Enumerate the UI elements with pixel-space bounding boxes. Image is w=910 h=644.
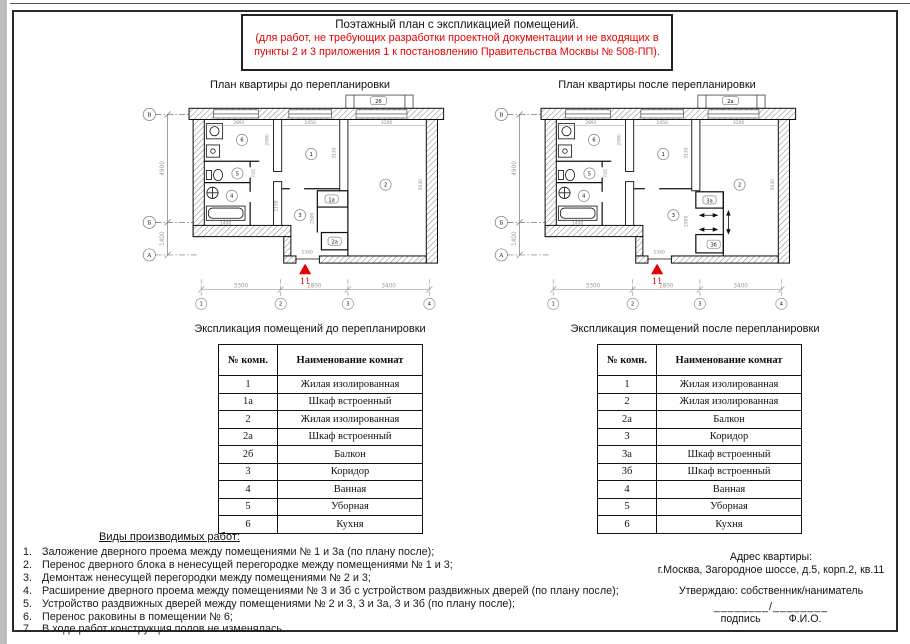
svg-text:5030: 5030 [771,178,777,191]
toilet-icon [558,170,563,179]
table-row: 2а Шкаф встроенный [219,428,423,446]
axis-row-label: А [147,252,152,259]
room-number: 3 [298,213,302,220]
svg-text:3200: 3200 [732,121,745,127]
axis-markers [143,108,197,261]
explication-after-title: Экспликация помещений после перепланировки [570,323,820,335]
svg-text:745: 745 [604,169,610,178]
inner-bearing-walls [626,119,700,228]
stove-icon [558,145,571,157]
room-number: 2 [383,182,388,189]
table-row: 2 Жилая изолированная [598,393,802,411]
room-number: 2а [331,239,338,246]
entry-number: 11 [651,275,663,286]
walls [541,108,796,263]
vertical-dimension: 1400 [160,231,167,246]
page-top-line [10,3,910,4]
table-row: 3а Шкаф встроенный [598,446,802,464]
table-row: 3б Шкаф встроенный [598,463,802,481]
svg-text:2080: 2080 [617,134,623,146]
room-number: 3б [710,242,717,249]
inner-bearing-walls [274,119,348,225]
column-markers [548,279,787,309]
entry-number: 11 [299,275,311,286]
table-row: 1а Шкаф встроенный [219,393,423,411]
works-list [23,546,641,636]
explication-table-after [597,344,802,534]
svg-text:4: 4 [427,301,431,308]
svg-text:4: 4 [779,301,783,308]
toilet-icon [206,170,211,179]
balcony-label: 2а [727,98,734,105]
svg-text:3200: 3200 [380,121,393,127]
room-number: 3 [671,213,676,220]
room-number: 5 [587,171,592,178]
room-number: 1 [309,151,313,158]
table-row: 1 Жилая изолированная [598,376,802,394]
work-item: 2. Перенос дверного блока в ненесущей перегородке между помещениями № 1 и 3; [23,558,453,571]
work-item: 1. Заложение дверного проема между помещениями № 1 и 3а (по плану после); [23,546,435,558]
svg-text:2450: 2450 [656,121,668,127]
address-value: г.Москва, Загородное шоссе, д.5, корп.2, кв.11 [657,564,885,576]
work-item: 7. В ходе работ конструкция полов не изменялась. [23,623,285,636]
svg-text:1490: 1490 [220,221,232,227]
svg-text:1: 1 [551,301,555,308]
explication-before-title: Экспликация помещений до перепланировки [194,323,426,335]
svg-text:2198: 2198 [274,200,280,212]
explication-table-before [218,344,423,534]
axis-row-label: А [499,252,504,259]
vertical-dimension: 4900 [512,161,519,176]
room-number: 3а [706,198,713,205]
signature-captions [645,613,897,626]
vertical-dimension: 4900 [160,161,167,176]
windows [213,110,406,118]
sliding-door-arrows [700,211,730,233]
signature-caption: подпись [720,613,761,625]
table-row: 5 Уборная [598,498,802,516]
plan-before-title: План квартиры до перепланировки [209,79,390,91]
table-row: 2б Балкон [219,446,423,464]
svg-text:1: 1 [199,301,203,308]
svg-text:3130: 3130 [684,147,690,159]
table-row: 3 Коридор [598,428,802,446]
room-number: 2 [737,182,742,189]
table-row: 4 Ванная [219,481,423,499]
svg-text:2500: 2500 [684,215,690,228]
page-edge-strip [0,0,7,644]
axis-row-label: Б [147,220,152,227]
column-header: Наименование комнат [278,345,423,376]
svg-text:2: 2 [279,301,283,308]
svg-text:3: 3 [698,301,702,308]
footer-block [645,551,897,626]
name-caption: Ф.И.О. [788,613,822,625]
plan-after-title: План квартиры после перепланировки [558,79,756,91]
svg-text:3400: 3400 [733,283,748,290]
work-item: 5. Устройство раздвижных дверей между помещениями № 2 и 3, 3 и 3а, 3 и 3б (по плану после); [23,597,516,610]
table-row: 1 Жилая изолированная [219,376,423,394]
svg-text:1490: 1490 [572,221,584,227]
work-item: 3. Демонтаж ненесущей перегородки между помещениями № 2 и 3; [23,571,371,584]
room-number: 4 [582,193,586,200]
table-row: 6 Кухня [219,516,423,534]
document-note: (для работ, не требующих разработки проектной документации и не входящих в пункты 2 и 3 приложения 1 к постановлению Правительства Москвы № 508-ПП). [254,32,660,58]
document-title: Поэтажный план с экспликацией помещений. [335,19,579,31]
work-item: 4. Расширение дверного проема между помещениями № 3 и 3б с устройством раздвижных дверей (по плану после); [23,584,619,597]
room-number: 5 [235,171,240,178]
floor-plan-before [140,92,456,314]
axis-row-label: В [147,112,152,119]
svg-text:2500: 2500 [310,212,316,224]
axis-row-label: В [499,112,504,119]
works-list-title: Виды производимых работ: [99,531,240,543]
table-row: 2 Жилая изолированная [219,411,423,429]
balcony-label: 2б [375,98,382,105]
svg-text:3300: 3300 [585,283,601,290]
svg-text:2450: 2450 [304,121,316,127]
vertical-dimension: 1400 [512,231,519,246]
table-header-row [598,345,802,376]
room-number: 1 [661,151,665,158]
svg-text:3400: 3400 [381,283,396,290]
title-box [241,14,673,71]
signature-line: ________/________ [713,601,829,613]
svg-text:1340: 1340 [653,250,665,256]
floor-plan-after [492,92,808,314]
svg-text:2: 2 [631,301,635,308]
svg-text:1340: 1340 [301,250,313,256]
column-header: № комн. [598,345,657,376]
axis-markers [495,108,549,261]
column-header: № комн. [219,345,278,376]
column-markers [196,279,435,309]
axis-row-label: Б [499,220,504,227]
table-row: 2а Балкон [598,411,802,429]
table-row: 5 Уборная [219,498,423,516]
room-number: 1а [328,197,335,204]
address-label: Адрес квартиры: [729,551,813,563]
walls [189,108,444,263]
approval-line: Утверждаю: собственник/наниматель [678,585,864,597]
table-row: 6 Кухня [598,516,802,534]
windows [565,110,758,118]
svg-text:2800: 2800 [659,283,674,290]
svg-text:5030: 5030 [419,178,425,191]
table-row: 4 Ванная [598,481,802,499]
work-item: 6. Перенос раковины в помещении № 6; [23,610,233,623]
svg-text:3: 3 [346,301,350,308]
column-header: Наименование комнат [657,345,802,376]
room-number: 4 [230,193,234,200]
svg-text:2891: 2891 [233,121,245,127]
stove-icon [206,145,219,157]
svg-text:3300: 3300 [233,283,249,290]
room-number: 6 [592,137,596,144]
svg-text:2891: 2891 [585,121,597,127]
svg-text:2080: 2080 [265,134,271,146]
table-header-row [219,345,423,376]
svg-text:745: 745 [252,169,258,178]
svg-text:3130: 3130 [332,147,338,159]
svg-text:2800: 2800 [307,283,322,290]
table-row: 3 Коридор [219,463,423,481]
room-number: 6 [240,137,244,144]
